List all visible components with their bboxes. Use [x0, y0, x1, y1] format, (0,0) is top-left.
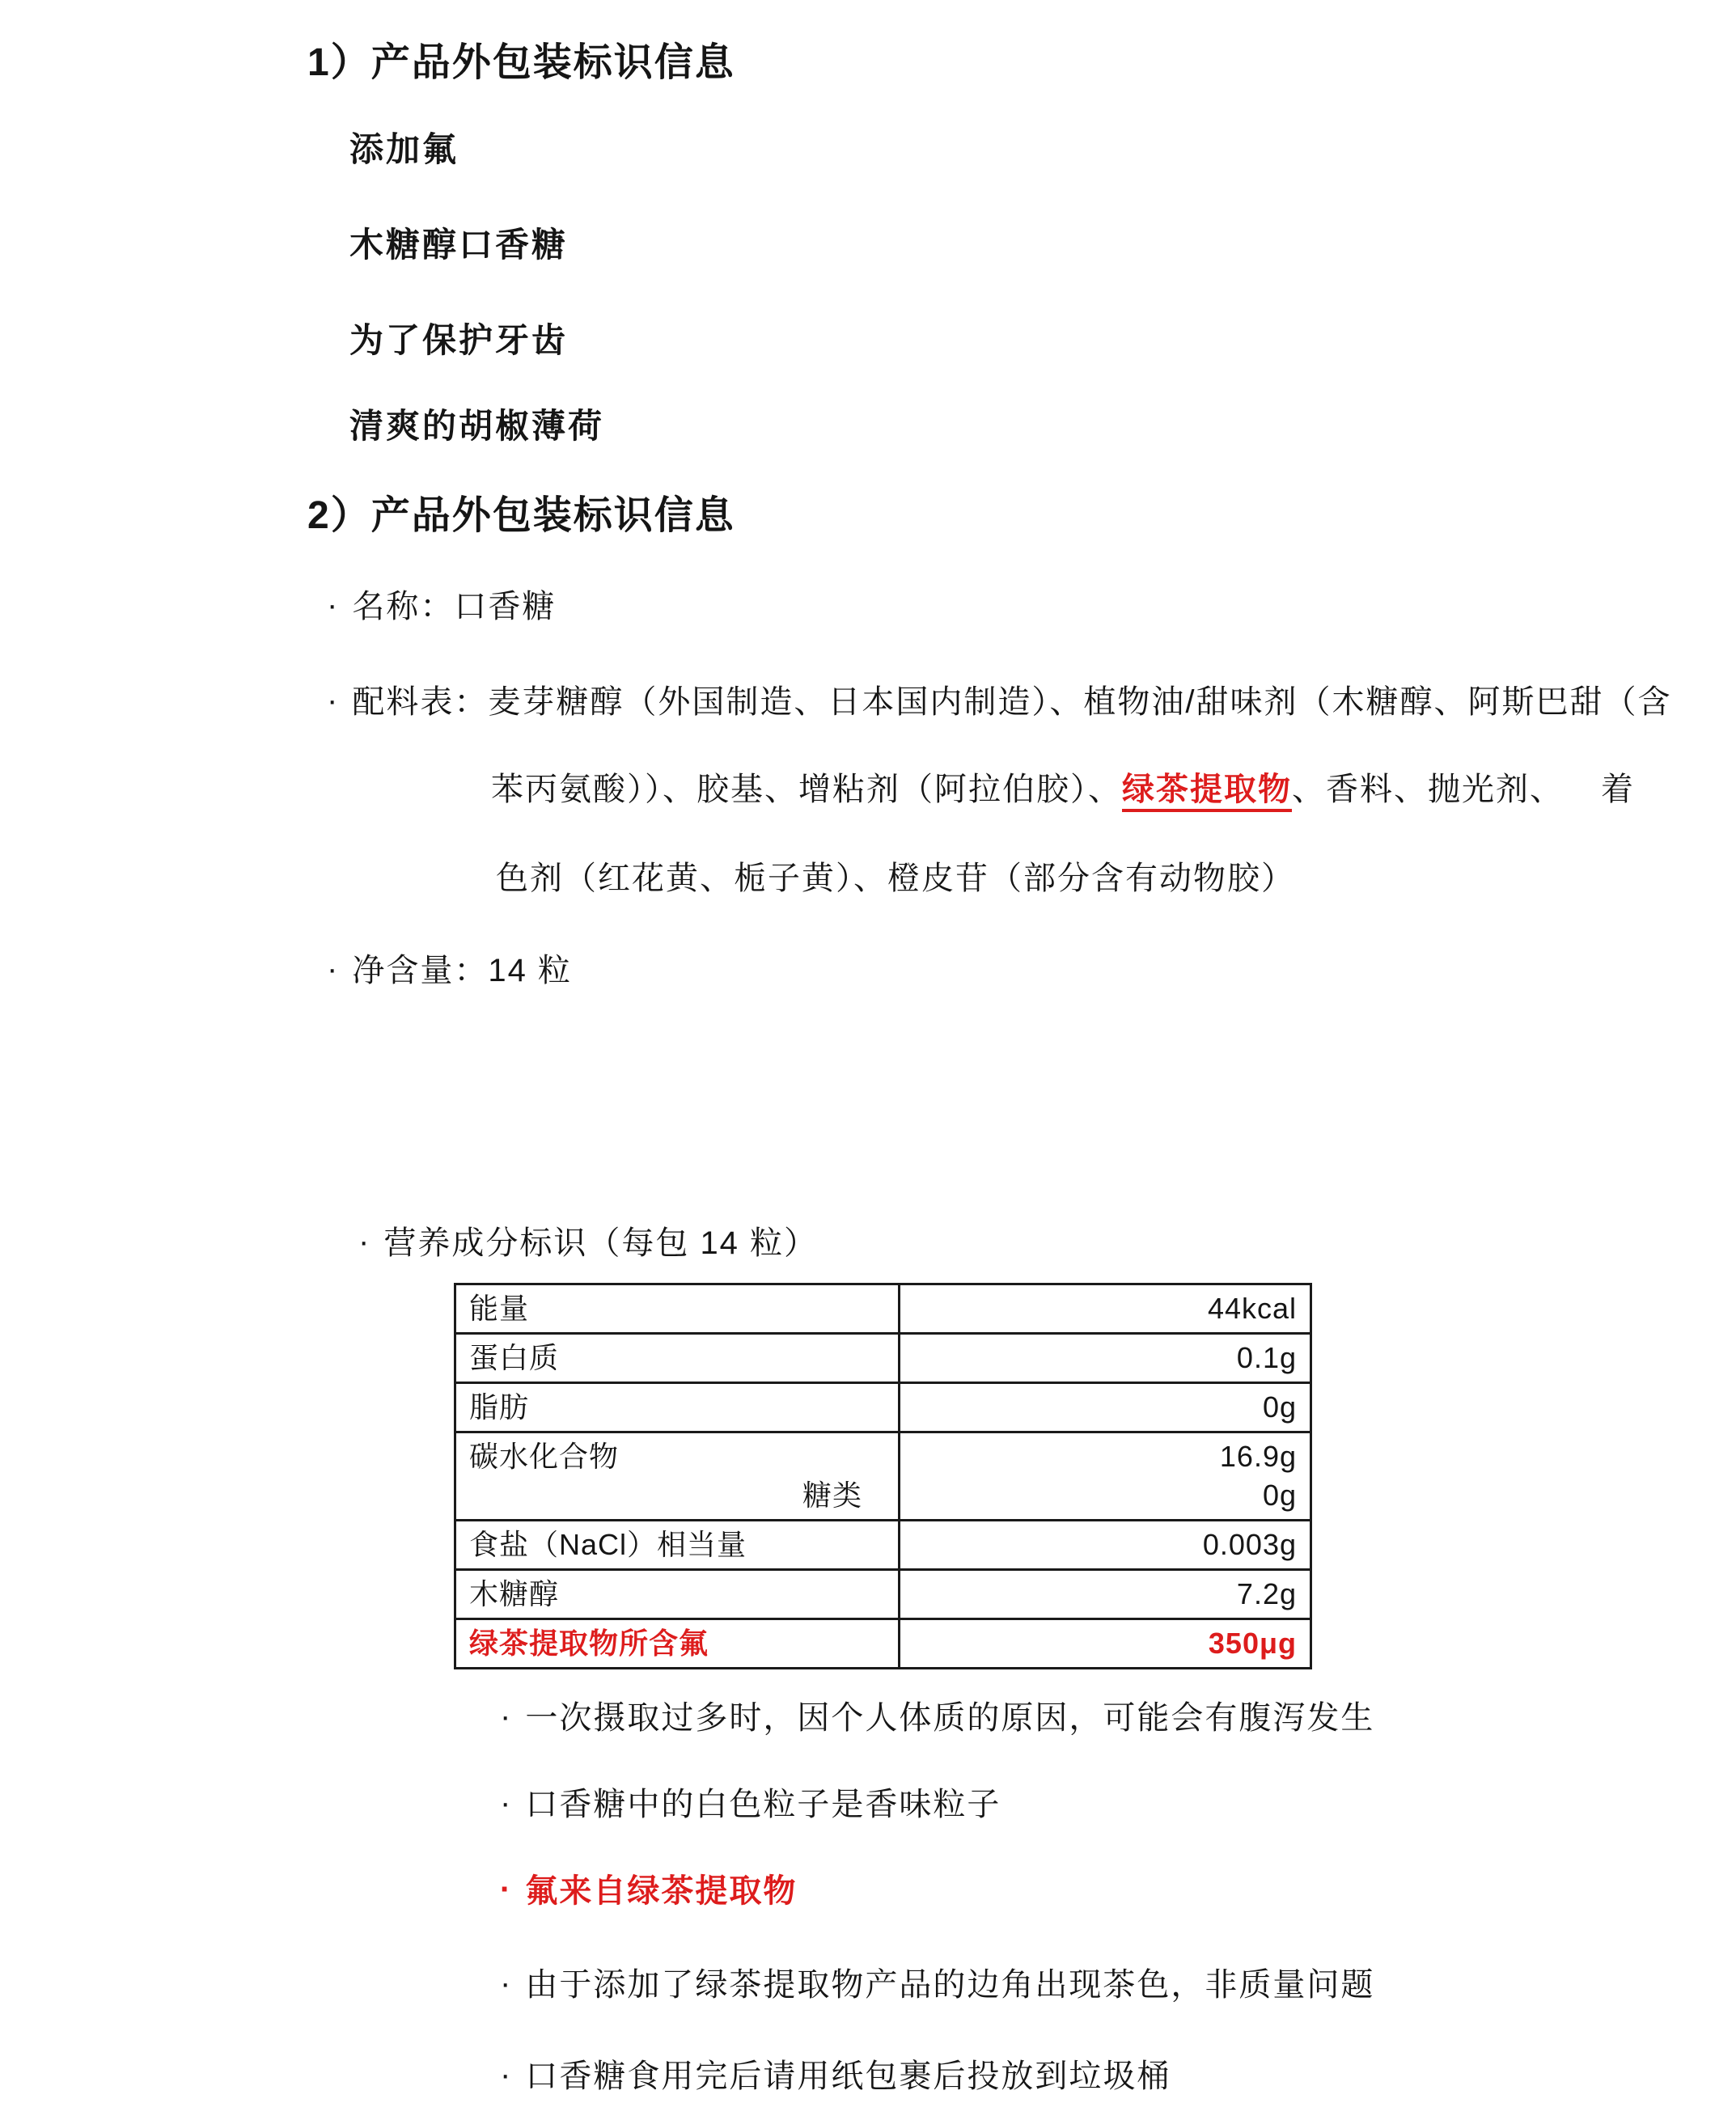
row-label-highlight: 绿茶提取物所含氟: [455, 1619, 900, 1669]
package-line-peppermint: 清爽的胡椒薄荷: [349, 407, 605, 445]
name-line-text: 名称：口香糖: [352, 589, 557, 624]
sugars-sub-label: 糖类: [802, 1479, 862, 1512]
bullet-dot: ·: [358, 1224, 371, 1259]
row-value-highlight: 350μg: [900, 1619, 1311, 1669]
table-row-protein: [455, 1334, 1311, 1383]
table-row-salt: [455, 1521, 1311, 1570]
row-label: 木糖醇: [455, 1570, 900, 1619]
ingredients-line-2-tail: 着: [1601, 772, 1635, 807]
package-line-protect-teeth: 为了保护牙齿: [349, 321, 569, 359]
bullet-dot: ·: [327, 587, 340, 623]
row-label: [455, 1432, 900, 1521]
nutrition-title-text: 营养成分标识（每包 14 粒）: [383, 1225, 819, 1261]
nutrition-title-line: [358, 1217, 818, 1263]
section1-title: 1）产品外包装标识信息: [307, 41, 735, 84]
bullet-dot: ·: [327, 951, 340, 987]
table-row-fluoride: [455, 1619, 1311, 1669]
section2-title: 2）产品外包装标识信息: [307, 494, 735, 537]
bullet-dot: ·: [500, 1965, 513, 2001]
bullet-dot: ·: [500, 1785, 513, 1821]
row-label: 能量: [455, 1284, 900, 1334]
note-disposal: [500, 2050, 1171, 2097]
ingredients-line-2-post: 、香料、抛光剂、: [1292, 772, 1564, 807]
ingredients-line-3: [496, 853, 1295, 899]
green-tea-extract-highlight: 绿茶提取物: [1122, 772, 1292, 812]
table-row-fat: [455, 1383, 1311, 1432]
row-label: 蛋白质: [455, 1334, 900, 1383]
table-row-xylitol: [455, 1570, 1311, 1619]
nutrition-table: [454, 1283, 1312, 1669]
net-content-line: [327, 945, 572, 991]
row-value: 0.1g: [900, 1334, 1311, 1383]
bullet-dot: ·: [327, 683, 340, 718]
row-value: 0g: [900, 1383, 1311, 1432]
note-white-particles: [500, 1779, 1001, 1825]
row-label: 食盐（NaCl）相当量: [455, 1521, 900, 1570]
note-text: 口香糖中的白色粒子是香味粒子: [525, 1787, 1001, 1822]
package-line-product-name: 木糖醇口香糖: [349, 226, 569, 264]
ingredients-line-2-pre: 苯丙氨酸））、胶基、增粘剂（阿拉伯胶）、: [491, 772, 1122, 807]
ingredients-line-2: [491, 764, 1635, 810]
sugars-sub-value: 0g: [1262, 1479, 1297, 1512]
row-value: 7.2g: [900, 1570, 1311, 1619]
note-text: 一次摄取过多时，因个人体质的原因，可能会有腹泻发生: [525, 1700, 1375, 1736]
row-label: 脂肪: [455, 1383, 900, 1432]
note-text-highlight: 氟来自绿茶提取物: [525, 1873, 798, 1909]
note-text: 由于添加了绿茶提取物产品的边角出现茶色，非质量问题: [525, 1967, 1375, 2003]
row-value: 0.003g: [900, 1521, 1311, 1570]
note-text: 口香糖食用完后请用纸包裹后投放到垃圾桶: [525, 2059, 1171, 2094]
bullet-dot: ·: [500, 1699, 513, 1734]
name-line: [327, 581, 556, 627]
note-overconsumption: [500, 1692, 1374, 1738]
row-value: 44kcal: [900, 1284, 1311, 1334]
ingredients-line-1: [327, 676, 1671, 722]
package-line-fluoride: 添加氟: [349, 130, 459, 168]
row-value: [900, 1432, 1311, 1521]
table-row-energy: [455, 1284, 1311, 1334]
ingredients-line-3-text: 色剂（红花黄、栀子黄）、橙皮苷（部分含有动物胶）: [496, 861, 1295, 896]
net-content-text: 净含量：14 粒: [352, 953, 572, 988]
carbohydrate-label: 碳水化合物: [469, 1440, 620, 1473]
ingredients-line-1-text: 配料表：麦芽糖醇（外国制造、日本国内制造）、植物油/甜味剂（木糖醇、阿斯巴甜（含: [352, 684, 1672, 720]
carbohydrate-value: 16.9g: [1219, 1440, 1297, 1473]
note-fluoride-source: [500, 1865, 797, 1911]
note-tea-color: [500, 1959, 1374, 2005]
bullet-dot: ·: [500, 2057, 513, 2092]
table-row-carbohydrate: [455, 1432, 1311, 1521]
bullet-dot: ·: [500, 1872, 513, 1907]
